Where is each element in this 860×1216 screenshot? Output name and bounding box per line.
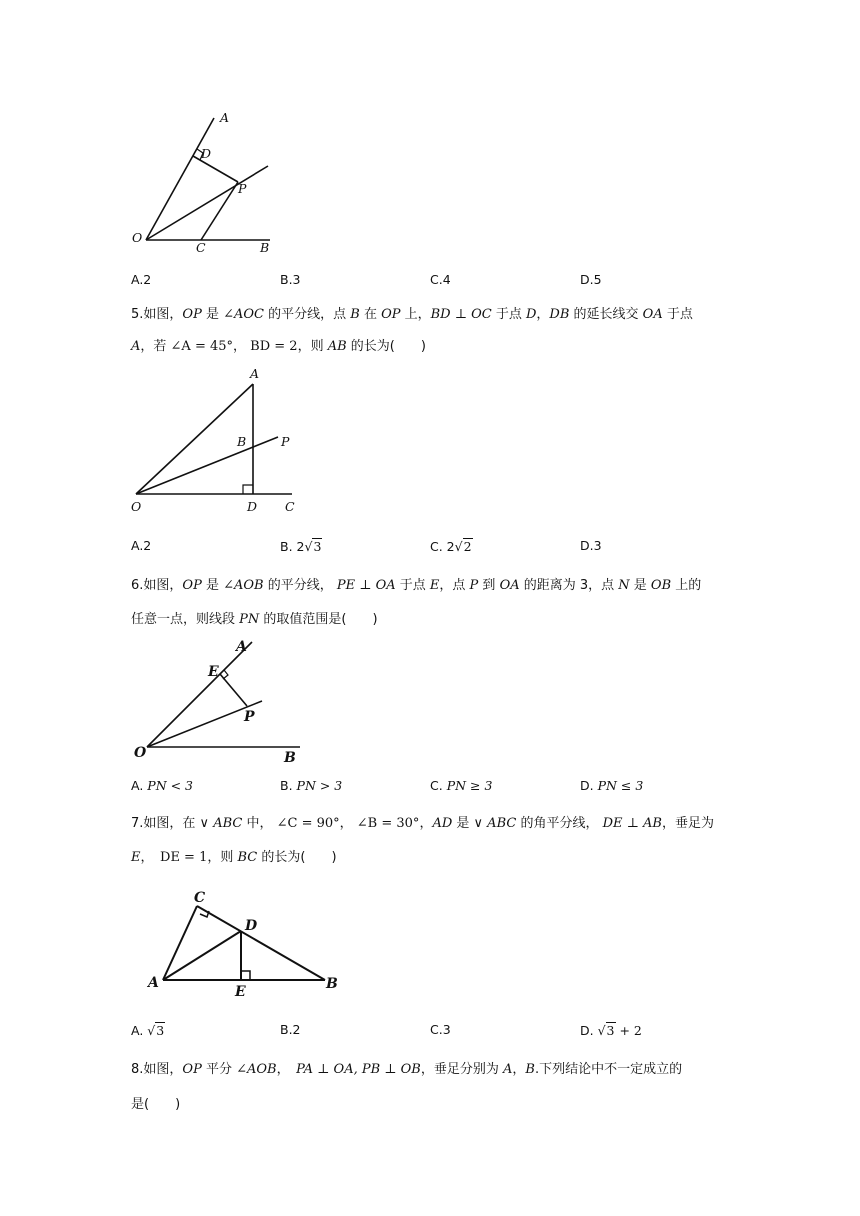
- question-number: 8.: [131, 1062, 144, 1077]
- math: PE ⊥ OA: [336, 578, 396, 593]
- q7-label-A: A: [148, 975, 159, 991]
- math: ∠AOC: [223, 307, 264, 322]
- text: 上的: [671, 578, 702, 593]
- option-math: + 2: [615, 1023, 642, 1038]
- sqrt-icon: √: [597, 1023, 606, 1038]
- q8-stem-line2: [131, 1093, 180, 1112]
- text: 的角平分线，: [516, 816, 603, 831]
- math: OB: [650, 578, 672, 593]
- option-text: C. 2: [430, 539, 455, 554]
- question-number: 7.: [131, 816, 144, 831]
- text: 是: [201, 578, 224, 593]
- q4-label-C: C: [196, 240, 206, 255]
- math: PN: [239, 612, 260, 627]
- q5-label-A: A: [250, 366, 260, 381]
- text: ，点: [439, 578, 470, 593]
- math: AB: [327, 339, 347, 354]
- text: 于点: [395, 578, 430, 593]
- math: OP: [182, 578, 202, 593]
- math: B: [350, 307, 360, 322]
- q7-option-b[interactable]: B.2: [280, 1022, 301, 1037]
- q4-label-A: A: [220, 110, 230, 125]
- math: B: [525, 1062, 535, 1077]
- question-number: 6.: [131, 578, 144, 593]
- math: OA: [642, 307, 663, 322]
- text: ，: [339, 816, 357, 831]
- q4-option-a[interactable]: A.2: [131, 272, 152, 287]
- radicand: 3: [313, 539, 322, 554]
- q5-label-C: C: [285, 499, 295, 514]
- math: P: [469, 578, 479, 593]
- q5-label-P: P: [281, 434, 290, 449]
- text: 是( ): [131, 1097, 181, 1112]
- option-letter: A.: [131, 778, 148, 793]
- text: 是: [452, 816, 474, 831]
- text: ，: [419, 816, 433, 831]
- text: .下列结论中不一定成立的: [534, 1062, 683, 1077]
- q5-option-d[interactable]: D.3: [580, 538, 602, 553]
- math: N: [618, 578, 630, 593]
- q6-label-A: A: [236, 639, 247, 655]
- text: 于点: [491, 307, 526, 322]
- text: 的取值范围是( ): [259, 612, 378, 627]
- radicand: 3: [156, 1023, 165, 1038]
- option-letter: D.: [580, 778, 598, 793]
- sqrt-icon: √: [304, 539, 313, 554]
- math: A: [503, 1062, 513, 1077]
- text: 中，: [242, 816, 277, 831]
- text: ，则: [207, 850, 238, 865]
- math: BD = 2: [250, 339, 298, 354]
- text: ，: [536, 307, 550, 322]
- q7-option-c[interactable]: C.3: [430, 1022, 451, 1037]
- sqrt-icon: √: [454, 539, 463, 554]
- text: 如图，在: [143, 816, 200, 831]
- text: 到: [478, 578, 500, 593]
- text: 于点: [662, 307, 693, 322]
- text: 如图，: [143, 1062, 183, 1077]
- q8-stem-line1: [131, 1058, 682, 1077]
- text: 上，: [400, 307, 431, 322]
- option-math: PN ≤ 3: [597, 778, 644, 793]
- text: ，若: [140, 339, 171, 354]
- math: ∠AOB: [236, 1062, 277, 1077]
- text: ，则: [297, 339, 328, 354]
- math: OP: [182, 307, 202, 322]
- math: OA: [499, 578, 520, 593]
- math: OP: [381, 307, 401, 322]
- q4-option-c[interactable]: C.4: [430, 272, 451, 287]
- sqrt-icon: √: [147, 1023, 156, 1038]
- math: BC: [237, 850, 258, 865]
- math: D: [525, 307, 537, 322]
- q4-label-B: B: [260, 240, 270, 255]
- text: ，垂足为: [661, 816, 714, 831]
- math: ∨ ABC: [199, 816, 243, 831]
- text: 是: [201, 307, 224, 322]
- text: ，: [512, 1062, 526, 1077]
- text: 如图，: [143, 578, 183, 593]
- math: ∨ ABC: [473, 816, 517, 831]
- text: ，: [233, 339, 251, 354]
- q4-label-P: P: [238, 181, 247, 196]
- math: A: [131, 339, 141, 354]
- q6-label-P: P: [244, 709, 255, 725]
- option-letter: B.: [280, 778, 297, 793]
- radicand: 2: [463, 539, 472, 554]
- text: 的延长线交: [569, 307, 643, 322]
- math: DE = 1: [160, 850, 208, 865]
- text: 的长为( ): [346, 339, 426, 354]
- option-letter: D.: [580, 1023, 598, 1038]
- option-text: B. 2: [280, 539, 305, 554]
- q4-option-d[interactable]: D.5: [580, 272, 602, 287]
- math: PA ⊥ OA, PB ⊥ OB: [296, 1062, 421, 1077]
- option-letter: A.: [131, 1023, 148, 1038]
- q7-label-B: B: [326, 976, 338, 992]
- text: 如图，: [143, 307, 183, 322]
- text: 的距离为 3，点: [519, 578, 619, 593]
- text: 任意一点，则线段: [131, 612, 240, 627]
- math: BD ⊥ OC: [430, 307, 492, 322]
- q7-label-C: C: [194, 890, 206, 906]
- math: OP: [182, 1062, 202, 1077]
- text: 是: [629, 578, 651, 593]
- q5-label-D: D: [247, 499, 258, 514]
- q4-label-D: D: [201, 146, 212, 161]
- option-math: PN < 3: [147, 778, 194, 793]
- option-math: PN ≥ 3: [446, 778, 493, 793]
- q6-label-O: O: [134, 745, 147, 761]
- q5-option-a[interactable]: A.2: [131, 538, 152, 553]
- math: AD: [432, 816, 453, 831]
- q5-label-O: O: [131, 499, 142, 514]
- q4-option-b[interactable]: B.3: [280, 272, 301, 287]
- text: 的平分线，点: [263, 307, 351, 322]
- text: 的平分线，: [263, 578, 337, 593]
- radicand: 3: [606, 1023, 615, 1038]
- math: E: [429, 578, 440, 593]
- math: DE ⊥ AB: [602, 816, 662, 831]
- text: ，: [276, 1062, 297, 1077]
- option-letter: C.: [430, 778, 447, 793]
- text: 平分: [201, 1062, 237, 1077]
- math: ∠A = 45°: [170, 339, 234, 354]
- math: ∠C = 90°: [276, 816, 340, 831]
- q7-label-E: E: [235, 984, 246, 1000]
- option-math: PN > 3: [296, 778, 343, 793]
- q5-label-B: B: [237, 434, 247, 449]
- text: ，: [140, 850, 161, 865]
- math: E: [131, 850, 141, 865]
- text: ，垂足分别为: [420, 1062, 503, 1077]
- text: 的长为( ): [257, 850, 337, 865]
- q6-label-B: B: [284, 750, 296, 766]
- q7-option-a[interactable]: [131, 1022, 165, 1038]
- math: ∠B = 30°: [356, 816, 420, 831]
- question-number: 5.: [131, 307, 144, 322]
- math: DB: [549, 307, 570, 322]
- text: 在: [359, 307, 382, 322]
- math: ∠AOB: [223, 578, 264, 593]
- q7-option-d[interactable]: [580, 1022, 642, 1038]
- q4-label-O: O: [132, 230, 143, 245]
- q6-label-E: E: [208, 664, 219, 680]
- q7-label-D: D: [245, 918, 258, 934]
